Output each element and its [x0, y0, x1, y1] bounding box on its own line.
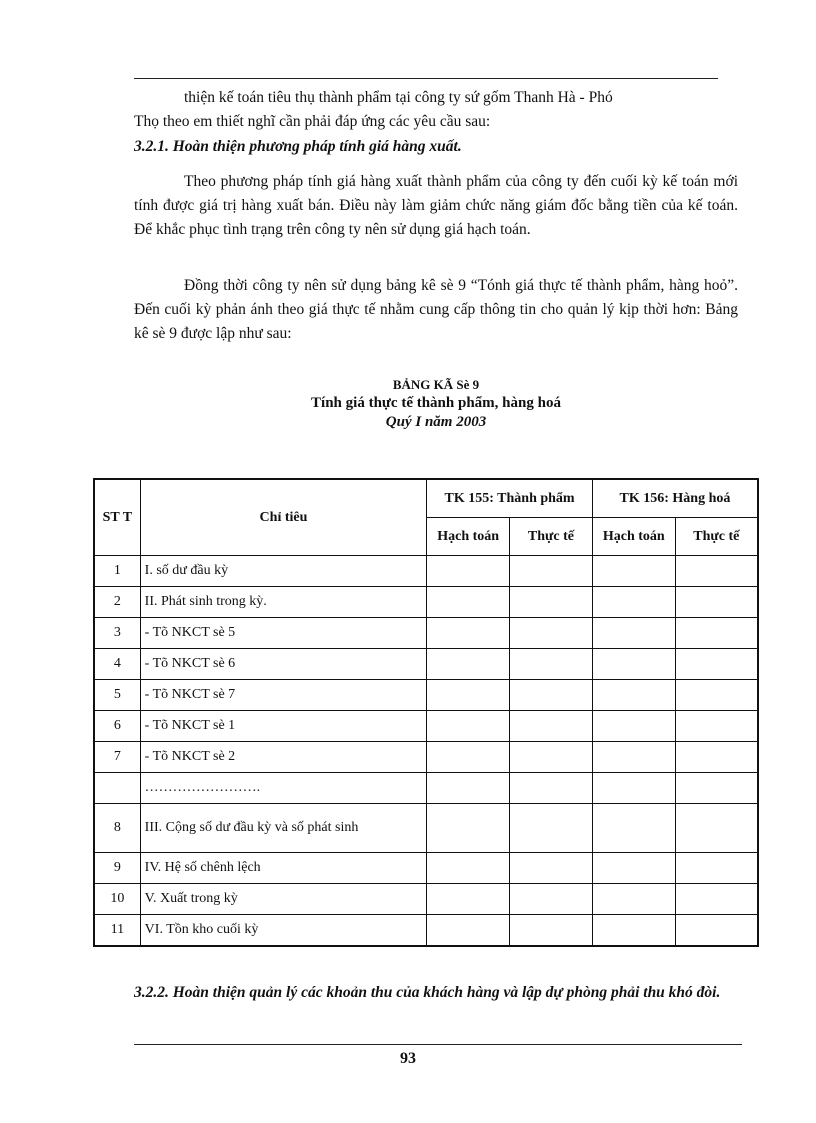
- row-stt: [94, 772, 140, 803]
- table-row: [94, 710, 758, 741]
- ledger-table: [93, 478, 759, 947]
- row-stt: 6: [94, 710, 140, 741]
- table-row: [94, 914, 758, 946]
- table-row: [94, 772, 758, 803]
- header-chi-tieu: Chỉ tiêu: [140, 479, 427, 555]
- header-tk155-hach-toan: Hạch toán: [427, 517, 510, 555]
- table-row: [94, 617, 758, 648]
- row-value-cell: [510, 914, 593, 946]
- row-value-cell: [592, 741, 675, 772]
- header-tk155: TK 155: Thành phẩm: [427, 479, 593, 517]
- section-321-para-2: Đồng thời công ty nên sử dụng bảng kê sè 9 “Tónh giá thực tế thành phẩm, hàng hoỏ”. Đến cuối kỳ phản ánh theo giá thực tế nhằm cung cấp thông tin cho quản lý kịp thời hơn: Bảng kê sè 9 được lập như sau:: [134, 277, 738, 342]
- row-value-cell: [510, 852, 593, 883]
- row-label: IV. Hệ số chênh lệch: [140, 852, 427, 883]
- ledger-body: [94, 555, 758, 946]
- row-value-cell: [592, 883, 675, 914]
- header-tk156-thuc-te: Thực tế: [675, 517, 758, 555]
- row-value-cell: [592, 648, 675, 679]
- row-label: - Tõ NKCT sè 7: [140, 679, 427, 710]
- row-value-cell: [675, 852, 758, 883]
- row-label: - Tõ NKCT sè 2: [140, 741, 427, 772]
- table-title: [134, 376, 738, 432]
- row-value-cell: [427, 852, 510, 883]
- row-value-cell: [675, 555, 758, 586]
- row-value-cell: [675, 803, 758, 852]
- section-322-heading: [134, 982, 742, 1004]
- row-value-cell: [675, 648, 758, 679]
- row-value-cell: [510, 586, 593, 617]
- row-value-cell: [592, 914, 675, 946]
- row-value-cell: [427, 617, 510, 648]
- row-value-cell: [675, 772, 758, 803]
- row-label: V. Xuất trong kỳ: [140, 883, 427, 914]
- header-tk156-hach-toan: Hạch toán: [592, 517, 675, 555]
- row-label: III. Cộng số dư đầu kỳ và số phát sinh: [140, 803, 427, 852]
- row-value-cell: [592, 710, 675, 741]
- page-number: 93: [400, 1050, 416, 1067]
- row-value-cell: [510, 617, 593, 648]
- table-title-line-2: Tính giá thực tế thành phẩm, hàng hoá: [311, 395, 561, 411]
- header-tk155-thuc-te: Thực tế: [510, 517, 593, 555]
- table-title-line-1: BẢNG KÃ Sè 9: [392, 377, 480, 392]
- section-322-heading-text: 3.2.2. Hoàn thiện quản lý các khoản thu của khách hàng và lập dự phòng phải thu khó đòi.: [134, 984, 721, 1001]
- row-value-cell: [510, 803, 593, 852]
- row-value-cell: [592, 679, 675, 710]
- table-row: [94, 679, 758, 710]
- section-321-heading: 3.2.1. Hoàn thiện phương pháp tính giá hàng xuất.: [134, 138, 462, 155]
- intro-line-1: thiện kế toán tiêu thụ thành phẩm tại công ty sứ gốm Thanh Hà - Phó: [184, 89, 613, 106]
- row-label: II. Phát sinh trong kỳ.: [140, 586, 427, 617]
- header-rule: [134, 78, 718, 79]
- row-label: - Tõ NKCT sè 6: [140, 648, 427, 679]
- table-row: [94, 741, 758, 772]
- row-value-cell: [510, 772, 593, 803]
- row-value-cell: [427, 648, 510, 679]
- row-stt: 4: [94, 648, 140, 679]
- row-stt: 9: [94, 852, 140, 883]
- row-value-cell: [592, 852, 675, 883]
- row-stt: 5: [94, 679, 140, 710]
- row-stt: 10: [94, 883, 140, 914]
- row-value-cell: [427, 555, 510, 586]
- row-value-cell: [592, 617, 675, 648]
- row-stt: 2: [94, 586, 140, 617]
- row-value-cell: [592, 803, 675, 852]
- row-value-cell: [427, 772, 510, 803]
- row-stt: 7: [94, 741, 140, 772]
- table-row: [94, 852, 758, 883]
- row-stt: 3: [94, 617, 140, 648]
- row-value-cell: [510, 710, 593, 741]
- row-value-cell: [675, 710, 758, 741]
- footer-rule: [134, 1044, 742, 1045]
- header-stt: ST T: [94, 479, 140, 555]
- row-stt: 8: [94, 803, 140, 852]
- row-value-cell: [427, 883, 510, 914]
- row-label: …………………….: [140, 772, 427, 803]
- row-label: VI. Tồn kho cuối kỳ: [140, 914, 427, 946]
- row-value-cell: [427, 710, 510, 741]
- section-321-para-1: Theo phương pháp tính giá hàng xuất thành phẩm của công ty đến cuối kỳ kế toán mới tính được giá trị hàng xuất bán. Điều này làm giảm chức năng giám đốc bằng tiền của kế toán. Để khắc phục tình trạng trên công ty nên sử dụng giá hạch toán.: [134, 173, 738, 238]
- table-row: [94, 648, 758, 679]
- row-value-cell: [427, 803, 510, 852]
- row-value-cell: [510, 555, 593, 586]
- table-row: [94, 883, 758, 914]
- row-value-cell: [510, 741, 593, 772]
- row-value-cell: [675, 679, 758, 710]
- row-value-cell: [427, 914, 510, 946]
- row-value-cell: [427, 741, 510, 772]
- row-value-cell: [675, 914, 758, 946]
- row-stt: 11: [94, 914, 140, 946]
- row-value-cell: [592, 772, 675, 803]
- row-value-cell: [427, 586, 510, 617]
- row-label: - Tõ NKCT sè 5: [140, 617, 427, 648]
- row-value-cell: [510, 679, 593, 710]
- row-value-cell: [675, 741, 758, 772]
- table-row: [94, 586, 758, 617]
- table-row: [94, 555, 758, 586]
- intro-paragraph: [134, 86, 738, 134]
- row-stt: 1: [94, 555, 140, 586]
- intro-line-2: Thọ theo em thiết nghĩ cần phải đáp ứng các yêu cầu sau:: [134, 113, 491, 130]
- row-value-cell: [592, 555, 675, 586]
- table-row: [94, 803, 758, 852]
- row-value-cell: [510, 883, 593, 914]
- row-value-cell: [675, 617, 758, 648]
- row-value-cell: [592, 586, 675, 617]
- table-title-line-3: Quý I năm 2003: [385, 414, 487, 430]
- header-tk156: TK 156: Hàng hoá: [592, 479, 758, 517]
- row-value-cell: [510, 648, 593, 679]
- row-value-cell: [675, 586, 758, 617]
- row-value-cell: [427, 679, 510, 710]
- row-label: - Tõ NKCT sè 1: [140, 710, 427, 741]
- row-value-cell: [675, 883, 758, 914]
- row-label: I. số dư đầu kỳ: [140, 555, 427, 586]
